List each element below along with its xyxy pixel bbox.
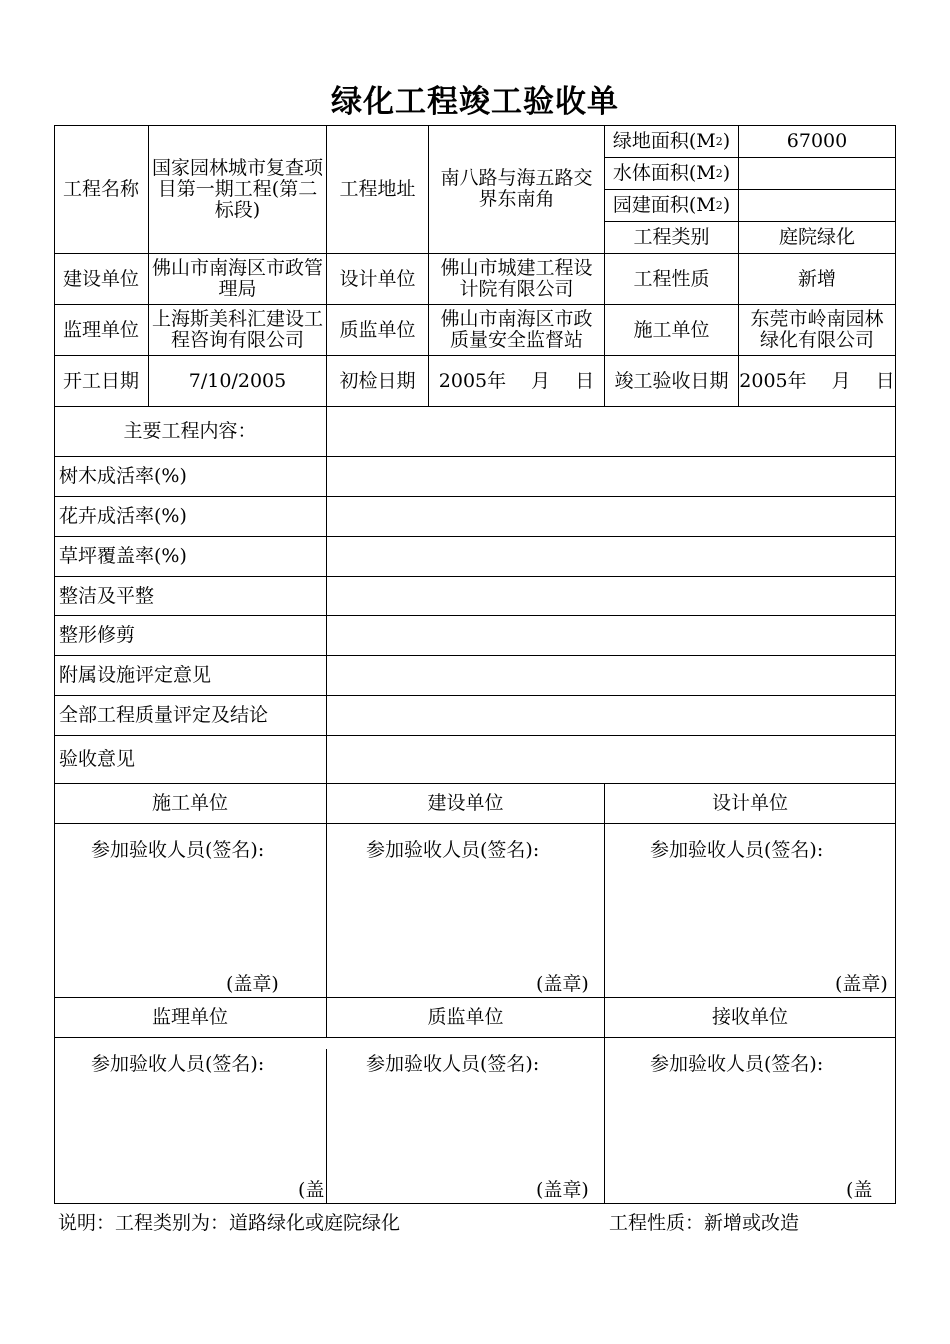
quality-unit-value: 佛山市南海区市政质量安全监督站 <box>440 308 593 351</box>
completion-date-value: 2005年 月 日 <box>739 369 895 392</box>
quality-unit-label: 质监单位 <box>339 318 416 341</box>
criteria-value <box>327 457 895 496</box>
grid-line <box>326 1049 327 1203</box>
grid-line <box>895 125 896 1204</box>
criteria-value <box>327 656 895 695</box>
start-date-value: 7/10/2005 <box>188 369 287 392</box>
criteria-label: 草坪覆盖率(%) <box>59 545 187 567</box>
project-nature-label: 工程性质 <box>633 267 710 290</box>
criteria-label: 附属设施评定意见 <box>59 664 212 686</box>
project-address-value: 南八路与海五路交界东南角 <box>440 167 593 210</box>
attendees-label: 参加验收人员(签名): <box>650 1053 824 1075</box>
seal-label: (盖章) <box>536 973 589 995</box>
design-unit-label: 设计单位 <box>339 267 416 290</box>
main-content-label: 主要工程内容： <box>123 420 257 442</box>
criteria-label: 花卉成活率(%) <box>59 505 187 527</box>
contractor-label: 施工单位 <box>633 318 710 341</box>
acceptance-form <box>54 125 896 1204</box>
grid-line <box>54 1203 896 1204</box>
construction-unit-label: 建设单位 <box>62 267 139 290</box>
sign-header-design: 设计单位 <box>711 792 788 814</box>
page-title: 绿化工程竣工验收单 <box>331 84 619 120</box>
project-category-value: 庭院绿化 <box>778 226 855 248</box>
garden-area-value <box>739 190 895 221</box>
criteria-value <box>327 736 895 783</box>
footer-note-category: 说明：工程类别为：道路绿化或庭院绿化 <box>58 1212 401 1234</box>
criteria-value <box>327 696 895 735</box>
seal-label: (盖 <box>298 1179 325 1201</box>
completion-date-label: 竣工验收日期 <box>614 369 729 392</box>
green-area-value: 67000 <box>786 129 848 152</box>
project-name-label: 工程名称 <box>62 177 139 200</box>
criteria-label: 全部工程质量评定及结论 <box>59 704 269 726</box>
grid-line <box>54 1037 896 1038</box>
contractor-value: 东莞市岭南园林绿化有限公司 <box>750 308 884 351</box>
construction-unit-value: 佛山市南海区市政管理局 <box>152 257 324 300</box>
supervision-unit-value: 上海斯美科汇建设工程咨询有限公司 <box>152 308 324 351</box>
seal-label: (盖章) <box>536 1179 589 1201</box>
initial-check-date-value: 2005年 月 日 <box>438 369 595 392</box>
sign-header-contractor: 施工单位 <box>151 792 228 814</box>
project-category-label: 工程类别 <box>633 226 710 248</box>
project-nature-value: 新增 <box>797 267 836 290</box>
seal-label: (盖 <box>846 1179 873 1201</box>
criteria-value <box>327 537 895 576</box>
initial-check-date-label: 初检日期 <box>339 369 416 392</box>
project-address-label: 工程地址 <box>339 177 416 200</box>
seal-label: (盖章) <box>226 973 279 995</box>
criteria-value <box>327 497 895 536</box>
supervision-unit-label: 监理单位 <box>62 318 139 341</box>
seal-label: (盖章) <box>835 973 888 995</box>
start-date-label: 开工日期 <box>62 369 139 392</box>
sign-header-receiver: 接收单位 <box>711 1006 788 1028</box>
sign-header-construction: 建设单位 <box>427 792 504 814</box>
sign-header-quality: 质监单位 <box>427 1006 504 1028</box>
criteria-value <box>327 577 895 615</box>
attendees-label: 参加验收人员(签名): <box>366 839 540 861</box>
criteria-value <box>327 616 895 655</box>
attendees-label: 参加验收人员(签名): <box>366 1053 540 1075</box>
attendees-label: 参加验收人员(签名): <box>650 839 824 861</box>
criteria-label: 整洁及平整 <box>59 584 155 607</box>
footer-note-nature: 工程性质：新增或改造 <box>609 1212 800 1234</box>
garden-area-label: 园建面积(M 2 ) <box>612 194 731 216</box>
attendees-label: 参加验收人员(签名): <box>91 839 265 861</box>
water-area-label: 水体面积(M 2 ) <box>612 162 731 184</box>
project-name-value: 国家园林城市复查项目第一期工程(第二标段) <box>152 156 324 221</box>
criteria-label: 验收意见 <box>59 748 136 770</box>
criteria-label: 树木成活率(%) <box>59 465 187 487</box>
water-area-value <box>739 158 895 189</box>
design-unit-value: 佛山市城建工程设计院有限公司 <box>440 257 593 300</box>
grid-line <box>604 783 605 1203</box>
attendees-label: 参加验收人员(签名): <box>91 1053 265 1075</box>
criteria-label: 整形修剪 <box>59 624 136 646</box>
sign-header-supervision: 监理单位 <box>151 1006 228 1028</box>
green-area-label: 绿地面积(M 2 ) <box>612 129 731 152</box>
grid-line <box>54 823 896 824</box>
